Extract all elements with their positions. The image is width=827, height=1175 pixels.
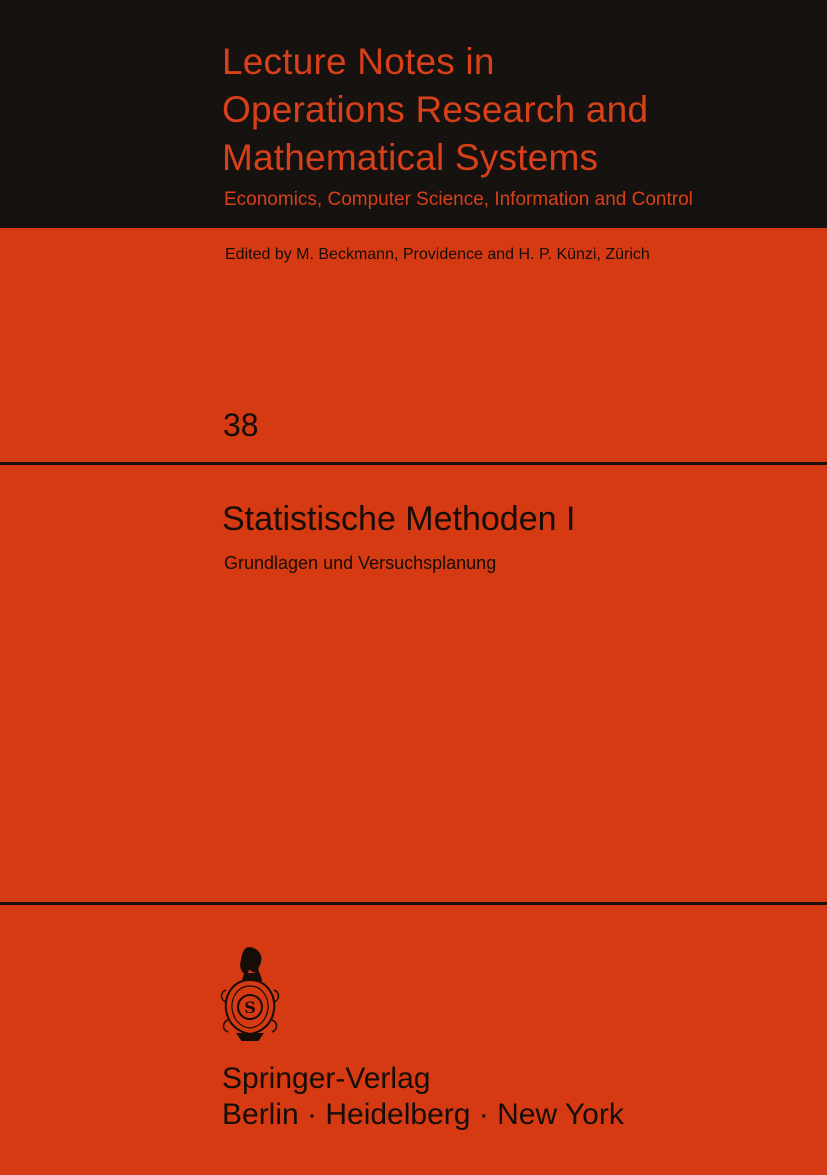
series-title-line: Mathematical Systems xyxy=(222,137,599,178)
bottom-divider xyxy=(0,902,827,905)
series-subtitle: Economics, Computer Science, Information and Control xyxy=(224,189,693,210)
springer-knight-logo-icon xyxy=(218,944,282,1042)
book-title: Statistische Methoden I xyxy=(222,500,576,538)
top-divider xyxy=(0,462,827,465)
series-title-line: Operations Research and xyxy=(222,89,649,130)
book-subtitle: Grundlagen und Versuchsplanung xyxy=(224,553,497,573)
publisher-locations: Berlin · Heidelberg · New York xyxy=(222,1098,624,1131)
series-title xyxy=(222,38,802,182)
series-header-band xyxy=(0,0,827,228)
svg-text:S: S xyxy=(244,998,256,1017)
volume-number: 38 xyxy=(223,407,259,443)
publisher-name: Springer-Verlag xyxy=(222,1062,431,1095)
series-editors: Edited by M. Beckmann, Providence and H. P. Künzi, Zürich xyxy=(225,246,650,263)
series-title-line: Lecture Notes in xyxy=(222,41,495,82)
